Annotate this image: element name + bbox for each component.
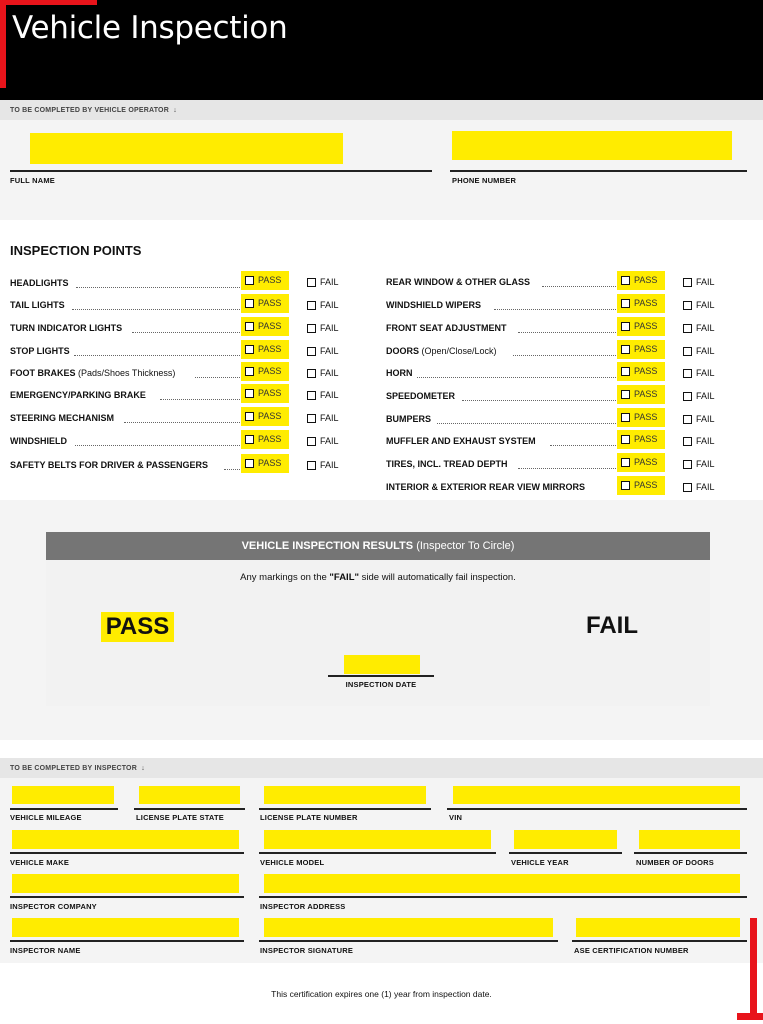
- checkbox-icon: [245, 299, 254, 308]
- fail-checkbox-windshield-wipers[interactable]: FAIL: [683, 300, 715, 310]
- pass-checkbox-windshield[interactable]: PASS: [241, 430, 289, 449]
- vehicle-make-field[interactable]: [12, 830, 239, 849]
- item-label-emergency-parking-brake: EMERGENCY/PARKING BRAKE: [10, 390, 146, 400]
- inspector-name-field[interactable]: [12, 918, 239, 937]
- fail-checkbox-safety-belts[interactable]: FAIL: [307, 460, 339, 470]
- fail-checkbox-front-seat-adjustment[interactable]: FAIL: [683, 323, 715, 333]
- inspection-points-title: INSPECTION POINTS: [10, 243, 142, 258]
- pass-checkbox-bumpers[interactable]: PASS: [617, 408, 665, 427]
- checkbox-icon: [245, 367, 254, 376]
- checkbox-icon: [245, 412, 254, 421]
- checkbox-icon: [621, 458, 630, 467]
- pass-checkbox-muffler-exhaust[interactable]: PASS: [617, 430, 665, 449]
- result-fail[interactable]: FAIL: [586, 612, 638, 639]
- vin-field[interactable]: [453, 786, 740, 804]
- checkbox-icon: [245, 322, 254, 331]
- number-of-doors-field[interactable]: [639, 830, 740, 849]
- leader-dots: [72, 309, 240, 310]
- license-plate-state-field[interactable]: [139, 786, 240, 804]
- fail-checkbox-doors[interactable]: FAIL: [683, 346, 715, 356]
- license-plate-number-field[interactable]: [264, 786, 426, 804]
- field-underline: [10, 852, 244, 854]
- item-label-horn: HORN: [386, 368, 413, 378]
- pass-checkbox-stop-lights[interactable]: PASS: [241, 340, 289, 359]
- item-label-front-seat-adjustment: FRONT SEAT ADJUSTMENT: [386, 323, 507, 333]
- checkbox-icon: [683, 301, 692, 310]
- item-label-windshield: WINDSHIELD: [10, 436, 67, 446]
- full-name-underline: [10, 170, 432, 172]
- fail-checkbox-windshield[interactable]: FAIL: [307, 436, 339, 446]
- leader-dots: [550, 445, 616, 446]
- vehicle-model-label: VEHICLE MODEL: [260, 858, 325, 867]
- checkbox-icon: [307, 414, 316, 423]
- operator-section-label: TO BE COMPLETED BY VEHICLE OPERATOR ↓: [10, 107, 177, 114]
- pass-checkbox-windshield-wipers[interactable]: PASS: [617, 294, 665, 313]
- leader-dots: [462, 400, 616, 401]
- vehicle-mileage-label: VEHICLE MILEAGE: [10, 813, 82, 822]
- checkbox-icon: [683, 324, 692, 333]
- checkbox-icon: [683, 392, 692, 401]
- license-plate-number-label: LICENSE PLATE NUMBER: [260, 813, 358, 822]
- checkbox-icon: [307, 437, 316, 446]
- results-title: VEHICLE INSPECTION RESULTS (Inspector To Circle): [241, 540, 515, 552]
- phone-number-underline: [450, 170, 747, 172]
- corner-accent-top-left-vertical: [0, 0, 6, 88]
- inspector-address-field[interactable]: [264, 874, 740, 893]
- checkbox-icon: [621, 367, 630, 376]
- fail-checkbox-steering-mechanism[interactable]: FAIL: [307, 413, 339, 423]
- item-label-doors: DOORS (Open/Close/Lock): [386, 346, 497, 356]
- pass-checkbox-front-seat-adjustment[interactable]: PASS: [617, 317, 665, 336]
- item-label-speedometer: SPEEDOMETER: [386, 391, 456, 401]
- fail-checkbox-horn[interactable]: FAIL: [683, 368, 715, 378]
- corner-accent-bottom-right: [737, 1013, 763, 1020]
- leader-dots: [417, 377, 616, 378]
- inspector-company-field[interactable]: [12, 874, 239, 893]
- item-label-safety-belts: SAFETY BELTS FOR DRIVER & PASSENGERS: [10, 460, 209, 470]
- fail-checkbox-tail-lights[interactable]: FAIL: [307, 300, 339, 310]
- field-underline: [259, 808, 431, 810]
- item-label-rear-view-mirrors: INTERIOR & EXTERIOR REAR VIEW MIRRORS: [386, 482, 586, 492]
- leader-dots: [160, 399, 240, 400]
- inspector-name-label: INSPECTOR NAME: [10, 946, 81, 955]
- checkbox-icon: [307, 301, 316, 310]
- item-label-foot-brakes: FOOT BRAKES (Pads/Shoes Thickness): [10, 368, 176, 378]
- checkbox-icon: [683, 415, 692, 424]
- pass-checkbox-tires[interactable]: PASS: [617, 453, 665, 472]
- field-underline: [10, 896, 244, 898]
- pass-checkbox-horn[interactable]: PASS: [617, 362, 665, 381]
- phone-number-label: PHONE NUMBER: [452, 176, 517, 185]
- checkbox-icon: [621, 390, 630, 399]
- item-label-headlights: HEADLIGHTS: [10, 278, 69, 288]
- field-underline: [447, 808, 747, 810]
- inspector-company-label: INSPECTOR COMPANY: [10, 902, 97, 911]
- pass-checkbox-tail-lights[interactable]: PASS: [241, 294, 289, 313]
- item-label-stop-lights: STOP LIGHTS: [10, 346, 70, 356]
- fail-checkbox-speedometer[interactable]: FAIL: [683, 391, 715, 401]
- pass-checkbox-turn-indicator-lights[interactable]: PASS: [241, 317, 289, 336]
- fail-checkbox-rear-window[interactable]: FAIL: [683, 277, 715, 287]
- field-underline: [259, 896, 747, 898]
- checkbox-icon: [307, 461, 316, 470]
- results-note: Any markings on the "FAIL" side will automatically fail inspection.: [240, 572, 516, 583]
- field-underline: [10, 808, 118, 810]
- down-arrow-icon: ↓: [173, 107, 177, 114]
- leader-dots: [74, 355, 240, 356]
- down-arrow-icon: ↓: [141, 765, 145, 772]
- checkbox-icon: [307, 391, 316, 400]
- checkbox-icon: [621, 322, 630, 331]
- pass-checkbox-rear-view-mirrors[interactable]: PASS: [617, 476, 665, 495]
- vehicle-year-field[interactable]: [514, 830, 617, 849]
- checkbox-icon: [683, 460, 692, 469]
- leader-dots: [132, 332, 240, 333]
- leader-dots: [76, 287, 240, 288]
- full-name-field[interactable]: [30, 133, 343, 164]
- vehicle-mileage-field[interactable]: [12, 786, 114, 804]
- vehicle-model-field[interactable]: [264, 830, 491, 849]
- item-label-windshield-wipers: WINDSHIELD WIPERS: [386, 300, 482, 310]
- item-label-bumpers: BUMPERS: [386, 414, 432, 424]
- checkbox-icon: [621, 345, 630, 354]
- checkbox-icon: [621, 435, 630, 444]
- inspection-date-field[interactable]: [344, 655, 420, 674]
- field-underline: [509, 852, 622, 854]
- fail-checkbox-foot-brakes[interactable]: FAIL: [307, 368, 339, 378]
- pass-checkbox-safety-belts[interactable]: PASS: [241, 454, 289, 473]
- checkbox-icon: [683, 483, 692, 492]
- item-label-tires: TIRES, INCL. TREAD DEPTH: [386, 459, 508, 469]
- pass-checkbox-headlights[interactable]: PASS: [241, 271, 289, 290]
- leader-dots: [513, 355, 616, 356]
- result-pass[interactable]: PASS: [101, 612, 174, 642]
- checkbox-icon: [621, 276, 630, 285]
- item-label-tail-lights: TAIL LIGHTS: [10, 300, 65, 310]
- checkbox-icon: [245, 389, 254, 398]
- pass-checkbox-foot-brakes[interactable]: PASS: [241, 362, 289, 381]
- field-underline: [634, 852, 747, 854]
- pass-checkbox-speedometer[interactable]: PASS: [617, 385, 665, 404]
- inspector-signature-label: INSPECTOR SIGNATURE: [260, 946, 354, 955]
- corner-accent-top-left: [0, 0, 97, 5]
- field-underline: [259, 940, 558, 942]
- fail-checkbox-bumpers[interactable]: FAIL: [683, 414, 715, 424]
- number-of-doors-label: NUMBER OF DOORS: [636, 858, 714, 867]
- checkbox-icon: [307, 278, 316, 287]
- leader-dots: [437, 423, 616, 424]
- checkbox-icon: [245, 345, 254, 354]
- checkbox-icon: [307, 369, 316, 378]
- pass-checkbox-doors[interactable]: PASS: [617, 340, 665, 359]
- leader-dots: [75, 445, 240, 446]
- inspector-address-label: INSPECTOR ADDRESS: [260, 902, 346, 911]
- leader-dots: [224, 469, 240, 470]
- fail-checkbox-headlights[interactable]: FAIL: [307, 277, 339, 287]
- pass-checkbox-rear-window[interactable]: PASS: [617, 271, 665, 290]
- full-name-label: FULL NAME: [10, 176, 55, 185]
- fail-checkbox-stop-lights[interactable]: FAIL: [307, 346, 339, 356]
- page-title: Vehicle Inspection: [12, 10, 288, 46]
- license-plate-state-label: LICENSE PLATE STATE: [136, 813, 224, 822]
- item-label-turn-indicator-lights: TURN INDICATOR LIGHTS: [10, 323, 123, 333]
- checkbox-icon: [621, 413, 630, 422]
- field-underline: [134, 808, 245, 810]
- inspection-date-label: INSPECTION DATE: [345, 680, 417, 689]
- corner-accent-bottom-right-vertical: [750, 918, 757, 1020]
- field-underline: [10, 940, 244, 942]
- certification-expiry-note: This certification expires one (1) year from inspection date.: [271, 989, 492, 999]
- checkbox-icon: [683, 278, 692, 287]
- pass-checkbox-steering-mechanism[interactable]: PASS: [241, 407, 289, 426]
- checkbox-icon: [621, 299, 630, 308]
- field-underline: [572, 940, 747, 942]
- ase-certification-number-field[interactable]: [576, 918, 740, 937]
- checkbox-icon: [307, 347, 316, 356]
- pass-checkbox-emergency-parking-brake[interactable]: PASS: [241, 384, 289, 403]
- vehicle-year-label: VEHICLE YEAR: [511, 858, 569, 867]
- fail-checkbox-emergency-parking-brake[interactable]: FAIL: [307, 390, 339, 400]
- checkbox-icon: [683, 437, 692, 446]
- checkbox-icon: [245, 459, 254, 468]
- field-underline: [259, 852, 496, 854]
- checkbox-icon: [683, 369, 692, 378]
- inspector-signature-field[interactable]: [264, 918, 553, 937]
- fail-checkbox-turn-indicator-lights[interactable]: FAIL: [307, 323, 339, 333]
- leader-dots: [518, 332, 616, 333]
- fail-checkbox-rear-view-mirrors[interactable]: FAIL: [683, 482, 715, 492]
- leader-dots: [542, 286, 616, 287]
- leader-dots: [518, 468, 616, 469]
- item-label-muffler-exhaust: MUFFLER AND EXHAUST SYSTEM: [386, 436, 536, 446]
- item-label-rear-window: REAR WINDOW & OTHER GLASS: [386, 277, 530, 287]
- leader-dots: [494, 309, 616, 310]
- leader-dots: [195, 377, 240, 378]
- vehicle-make-label: VEHICLE MAKE: [10, 858, 70, 867]
- checkbox-icon: [245, 276, 254, 285]
- checkbox-icon: [683, 347, 692, 356]
- ase-certification-number-label: ASE CERTIFICATION NUMBER: [574, 946, 689, 955]
- fail-checkbox-tires[interactable]: FAIL: [683, 459, 715, 469]
- phone-number-field[interactable]: [452, 131, 732, 160]
- item-label-steering-mechanism: STEERING MECHANISM: [10, 413, 115, 423]
- checkbox-icon: [307, 324, 316, 333]
- checkbox-icon: [621, 481, 630, 490]
- inspection-date-underline: [328, 675, 434, 677]
- leader-dots: [124, 422, 240, 423]
- checkbox-icon: [245, 435, 254, 444]
- vin-label: VIN: [449, 813, 463, 822]
- inspector-section-label: TO BE COMPLETED BY INSPECTOR ↓: [10, 765, 145, 772]
- fail-checkbox-muffler-exhaust[interactable]: FAIL: [683, 436, 715, 446]
